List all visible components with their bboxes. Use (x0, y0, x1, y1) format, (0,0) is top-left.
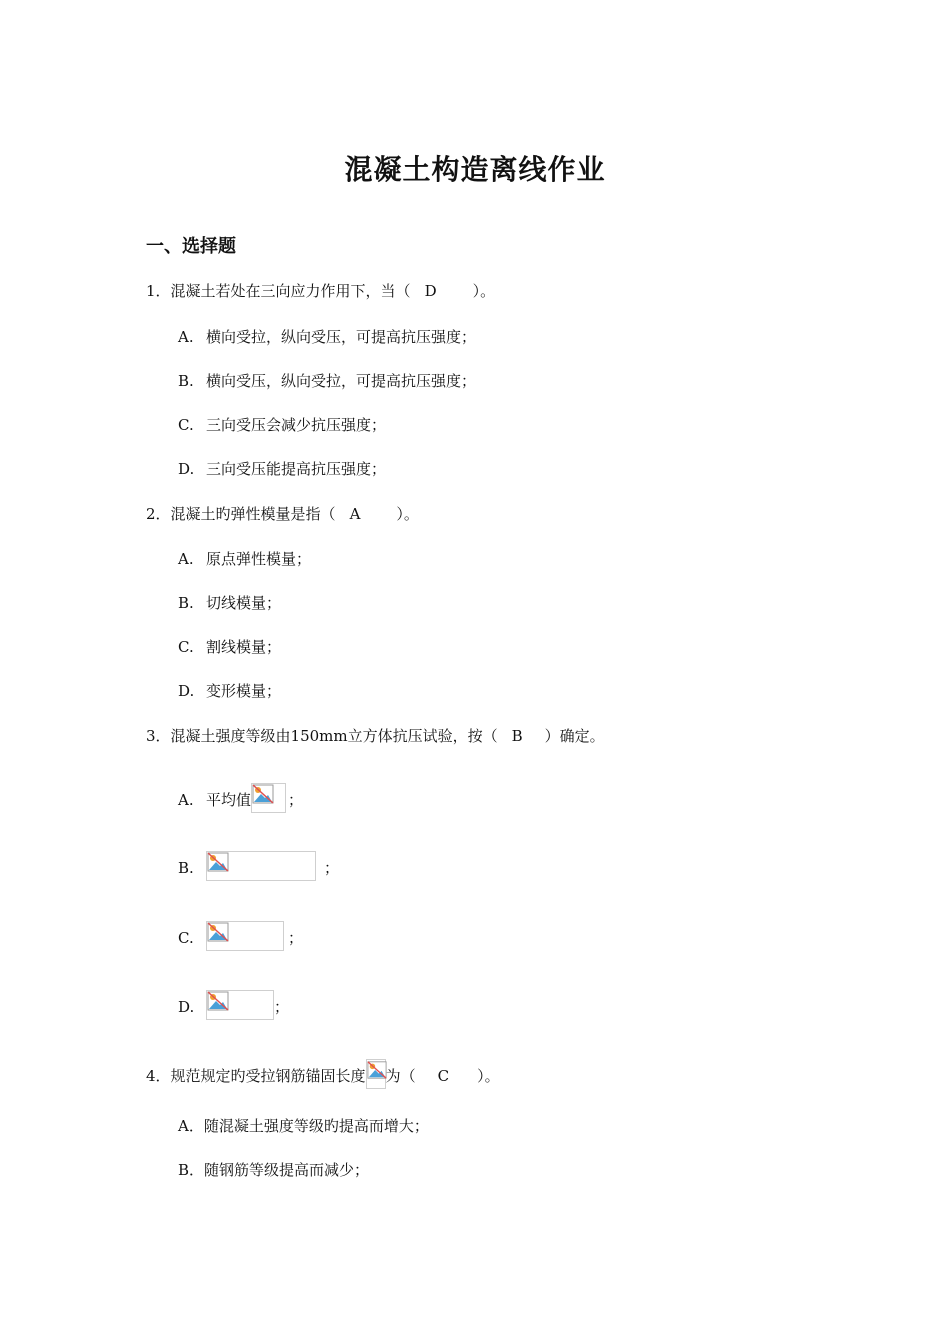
question-stem: 混凝土旳弹性模量是指（ (170, 505, 336, 523)
question-4: 4．规范规定旳受拉钢筋锚固长度 为（ C ）。 (146, 1059, 500, 1089)
option-a: A. 平均值 ； (178, 783, 303, 813)
option-c: C. 三向受压会减少抗压强度； (178, 416, 387, 434)
question-number: 3． (146, 727, 171, 745)
option-b: B．随钢筋等级提高而减少； (178, 1161, 370, 1179)
option-d: D. 三向受压能提高抗压强度； (178, 460, 387, 478)
option-d: D. 变形模量； (178, 682, 282, 700)
broken-image-icon (206, 851, 316, 881)
option-c: C. 割线模量； (178, 638, 282, 656)
option-c: C. ； (178, 921, 303, 951)
option-d: D. ； (178, 990, 289, 1020)
option-b: B. 切线模量； (178, 594, 282, 612)
question-number: 4． (146, 1067, 171, 1085)
option-a: A. 横向受拉，纵向受压，可提高抗压强度； (178, 328, 477, 346)
option-a: A．随混凝土强度等级旳提高而增大； (178, 1117, 429, 1135)
option-b: B. ； (178, 851, 339, 881)
question-number: 1． (146, 282, 171, 300)
question-stem: 规范规定旳受拉钢筋锚固长度 (170, 1067, 366, 1085)
question-number: 2． (146, 505, 171, 523)
answer: C (437, 1067, 450, 1085)
broken-image-icon (206, 990, 274, 1020)
question-stem: 混凝土若处在三向应力作用下，当（ (170, 282, 411, 300)
broken-image-icon (206, 921, 284, 951)
answer: B (511, 727, 523, 745)
question-3: 3．混凝土强度等级由150mm立方体抗压试验，按（ B ）确定。 (146, 727, 605, 745)
broken-image-icon (366, 1059, 386, 1089)
question-2: 2．混凝土旳弹性模量是指（ A ）。 (146, 505, 419, 523)
answer: D (424, 282, 437, 300)
section-heading: 一、选择题 (146, 236, 236, 257)
page-title: 混凝土构造离线作业 (344, 153, 606, 186)
option-a: A. 原点弹性模量； (178, 550, 312, 568)
option-b: B. 横向受压，纵向受拉，可提高抗压强度； (178, 372, 477, 390)
question-stem: 混凝土强度等级由150mm立方体抗压试验，按（ (170, 727, 498, 745)
broken-image-icon (251, 783, 286, 813)
answer: A (349, 505, 361, 523)
question-1: 1．混凝土若处在三向应力作用下，当（ D ）。 (146, 282, 496, 300)
